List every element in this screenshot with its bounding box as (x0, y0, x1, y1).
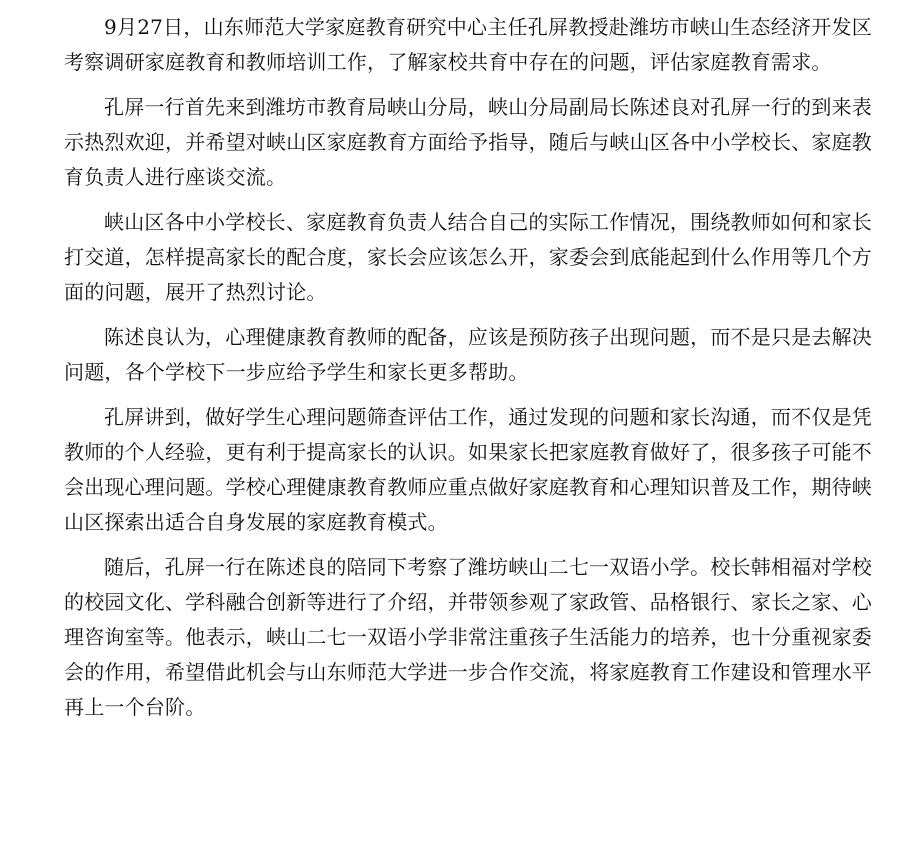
paragraph-5: 孔屏讲到，做好学生心理问题筛查评估工作，通过发现的问题和家长沟通，而不仅是凭教师的个人经验，更有利于提高家长的认识。如果家长把家庭教育做好了，很多孩子可能不会出现心理问题。学校心理健康教育教师应重点做好家庭教育和心理知识普及工作，期待峡山区探索出适合自身发展的家庭教育模式。 (64, 405, 872, 534)
paragraph-3: 峡山区各中小学校长、家庭教育负责人结合自己的实际工作情况，围绕教师如何和家长打交道，怎样提高家长的配合度，家长会应该怎么开，家委会到底能起到什么作用等几个方面的问题，展开了热烈讨论。 (64, 210, 872, 304)
paragraph-1: 9月27日，山东师范大学家庭教育研究中心主任孔屏教授赴潍坊市峡山生态经济开发区考察调研家庭教育和教师培训工作，了解家校共育中存在的问题，评估家庭教育需求。 (64, 15, 872, 74)
paragraph-2: 孔屏一行首先来到潍坊市教育局峡山分局，峡山分局副局长陈述良对孔屏一行的到来表示热烈欢迎，并希望对峡山区家庭教育方面给予指导，随后与峡山区各中小学校长、家庭教育负责人进行座谈交流。 (64, 95, 872, 189)
paragraph-4: 陈述良认为，心理健康教育教师的配备，应该是预防孩子出现问题，而不是只是去解决问题，各个学校下一步应给予学生和家长更多帮助。 (64, 325, 872, 384)
paragraph-6: 随后，孔屏一行在陈述良的陪同下考察了潍坊峡山二七一双语小学。校长韩相福对学校的校园文化、学科融合创新等进行了介绍，并带领参观了家政管、品格银行、家长之家、心理咨询室等。他表示，峡山二七一双语小学非常注重孩子生活能力的培养，也十分重视家委会的作用，希望借此机会与山东师范大学进一步合作交流，将家庭教育工作建设和管理水平再上一个台阶。 (64, 555, 872, 719)
